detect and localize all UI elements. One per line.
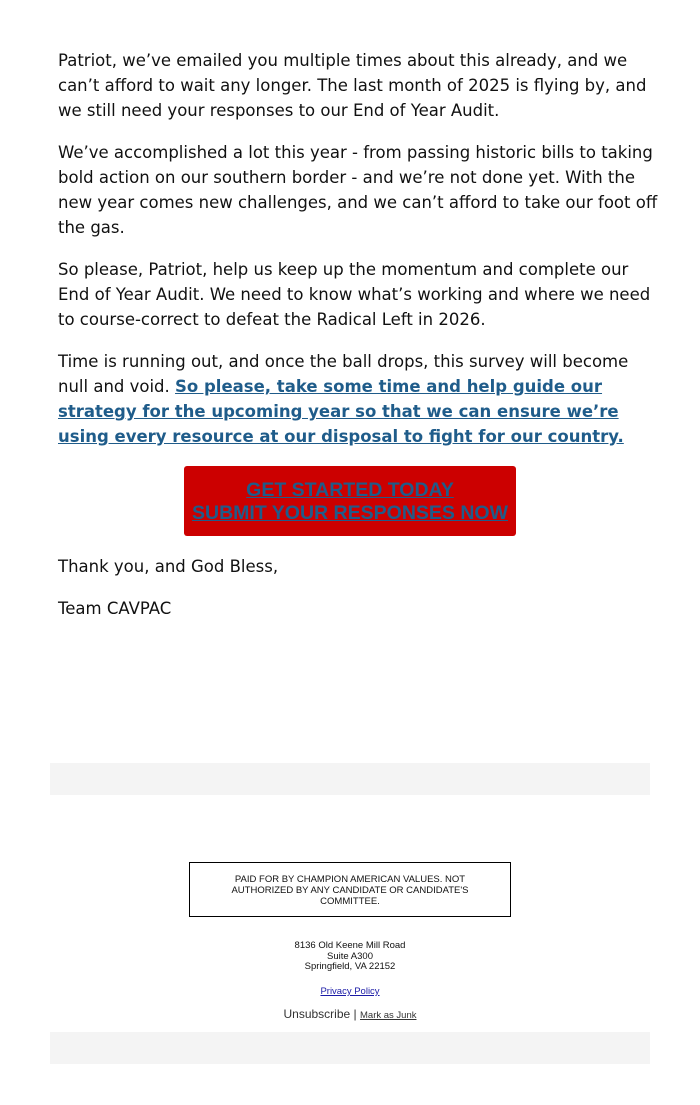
paragraph-4-text: Time is running out, and once the ball drops, this survey will become null and void.: [58, 352, 629, 396]
address-line-3: Springfield, VA 22152: [304, 961, 396, 972]
unsubscribe-link[interactable]: Unsubscribe: [283, 1007, 351, 1021]
signoff: Thank you, and God Bless,: [58, 557, 279, 576]
separator: |: [353, 1007, 357, 1021]
address-line-2: Suite A300: [327, 950, 373, 962]
footer-divider-bottom: [50, 1032, 650, 1064]
paragraph-3: So please, Patriot, help us keep up the momentum and complete our End of Year Audit. We need to know what’s working and where we need to course-correct to defeat the Radical Left in 2026.: [58, 260, 651, 329]
email-body: [58, 48, 658, 638]
cta-container: [58, 466, 658, 536]
paragraph-1: Patriot, we’ve emailed you multiple times about this already, and we can’t afford to wait any longer. The last month of 2025 is flying by, and we still need your responses to our End of Year Audit.: [58, 51, 647, 120]
unsubscribe-row: [200, 1007, 500, 1021]
get-started-button[interactable]: [184, 466, 516, 536]
footer-divider-top: [50, 763, 650, 795]
cta-line-1: GET STARTED TODAY: [246, 479, 454, 501]
paragraph-2: We’ve accomplished a lot this year - from passing historic bills to taking bold action on our southern border - and we’re not done yet. With the new year comes new challenges, and we can’t afford to take our foot off the gas.: [58, 143, 658, 237]
cta-line-2: SUBMIT YOUR RESPONSES NOW: [191, 502, 508, 524]
mark-as-junk-link[interactable]: Mark as Junk: [360, 1010, 417, 1021]
mailing-address: [200, 941, 500, 973]
paragraph-4: [58, 349, 658, 449]
privacy-policy-link[interactable]: Privacy Policy: [320, 986, 380, 997]
survey-link[interactable]: So please, take some time and help guide our strategy for the upcoming year so that we can ensure we’re using every resource at our disposal to fight for our country.: [58, 377, 624, 446]
signature: Team CAVPAC: [58, 599, 172, 618]
privacy-row: [200, 986, 500, 997]
address-line-1: 8136 Old Keene Mill Road: [294, 940, 406, 951]
paid-for-disclaimer: PAID FOR BY CHAMPION AMERICAN VALUES. NOT AUTHORIZED BY ANY CANDIDATE OR CANDIDATE'S COMMITTEE.: [189, 862, 511, 917]
